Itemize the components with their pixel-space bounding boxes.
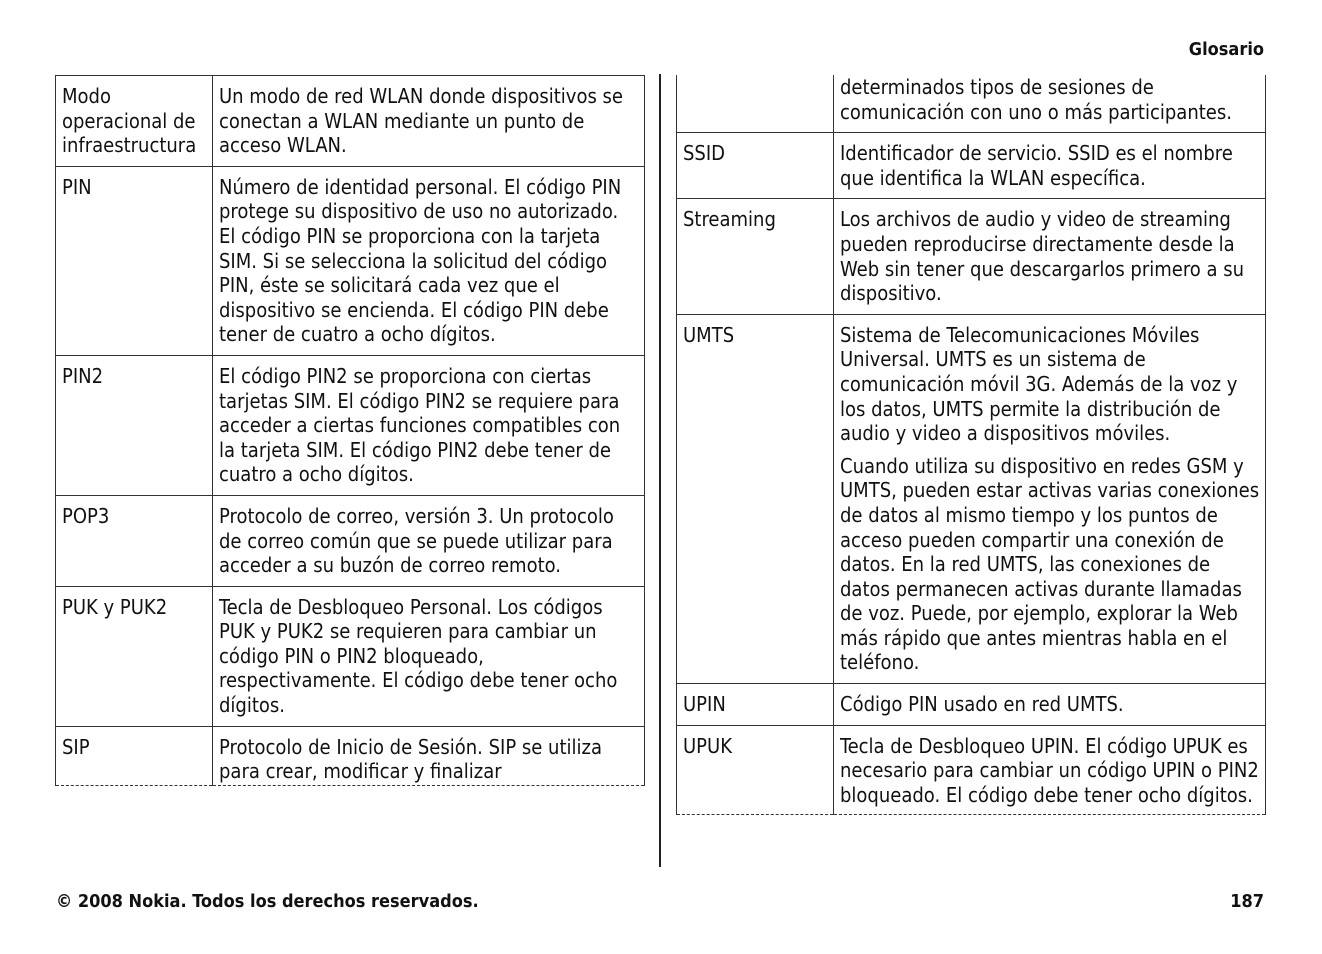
- glossary-row: [677, 314, 1266, 683]
- glossary-row: [56, 166, 645, 355]
- glossary-row: [677, 684, 1266, 726]
- glossary-row: [677, 199, 1266, 314]
- glossary-row: [56, 76, 645, 167]
- glossary-term: SSID: [677, 133, 834, 199]
- glossary-row: [677, 75, 1266, 133]
- definition-paragraph: Identificador de servicio. SSID es el nombre que identifica la WLAN específica.: [840, 141, 1233, 190]
- glossary-term: Streaming: [677, 199, 834, 314]
- glossary-definition: [213, 76, 645, 167]
- glossary-table-right: [676, 75, 1266, 815]
- definition-paragraph: El código PIN2 se proporciona con ciertas tarjetas SIM. El código PIN2 se requiere para acceder a ciertas funciones compatibles con la tarjeta SIM. El código PIN2 debe tener de cuatro a ocho dígitos.: [219, 363, 621, 487]
- section-title: Glosario: [1188, 39, 1264, 60]
- glossary-definition: [213, 726, 645, 785]
- glossary-row: [677, 133, 1266, 199]
- definition-paragraph: Número de identidad personal. El código PIN protege su dispositivo de uso no autorizado. El código PIN se proporciona con la tarjeta SIM. Si se selecciona la solicitud del código PIN, éste se solicitará cada vez que el dispositivo se encienda. El código PIN debe tener de cuatro a ocho dígitos.: [219, 174, 622, 347]
- glossary-row: [677, 725, 1266, 815]
- glossary-table-left: [55, 75, 645, 786]
- glossary-row: [56, 586, 645, 726]
- glossary-table-right-body: [677, 75, 1266, 815]
- glossary-definition: [213, 586, 645, 726]
- definition-paragraph: Protocolo de correo, versión 3. Un protocolo de correo común que se puede utilizar para acceder a su buzón de correo remoto.: [219, 503, 614, 578]
- glossary-term: [677, 75, 834, 133]
- glossary-definition: [834, 314, 1266, 683]
- glossary-row: [56, 726, 645, 785]
- glossary-definition: [213, 166, 645, 355]
- definition-paragraph: determinados tipos de sesiones de comunicación con uno o más participantes.: [840, 75, 1232, 124]
- page-number: 187: [1230, 891, 1264, 912]
- definition-paragraph: Cuando utiliza su dispositivo en redes GSM y UMTS, pueden estar activas varias conexiones de datos al mismo tiempo y los puntos de acceso pueden compartir una conexión de datos. En la red UMTS, las conexiones de datos permanecen activas durante llamadas de voz. Puede, por ejemplo, explorar la Web más rápido que antes mientras habla en el teléfono.: [840, 453, 1260, 675]
- glossary-term: Modo operacional de infraestructura: [56, 76, 213, 167]
- definition-paragraph: Sistema de Telecomunicaciones Móviles Universal. UMTS es un sistema de comunicación móvil 3G. Además de la voz y los datos, UMTS permite la distribución de audio y video a dispositivos móviles.: [840, 322, 1238, 446]
- glossary-row: [56, 495, 645, 586]
- glossary-term: UMTS: [677, 314, 834, 683]
- glossary-term: SIP: [56, 726, 213, 785]
- glossary-definition: [834, 725, 1266, 815]
- glossary-definition: [834, 75, 1266, 133]
- glossary-term: POP3: [56, 495, 213, 586]
- glossary-definition: [834, 684, 1266, 726]
- glossary-term: UPIN: [677, 684, 834, 726]
- glossary-definition: [213, 495, 645, 586]
- copyright-notice: © 2008 Nokia. Todos los derechos reservados.: [56, 891, 479, 912]
- glossary-table-left-body: [56, 76, 645, 786]
- glossary-row: [56, 355, 645, 495]
- glossary-definition: [834, 133, 1266, 199]
- column-divider: [659, 74, 661, 867]
- glossary-term: PUK y PUK2: [56, 586, 213, 726]
- definition-paragraph: Código PIN usado en red UMTS.: [840, 692, 1124, 717]
- glossary-definition: [834, 199, 1266, 314]
- definition-paragraph: Tecla de Desbloqueo Personal. Los códigos PUK y PUK2 se requieren para cambiar un código PIN o PIN2 bloqueado, respectivamente. El código debe tener ocho dígitos.: [219, 594, 618, 718]
- glossary-term: PIN: [56, 166, 213, 355]
- definition-paragraph: Un modo de red WLAN donde dispositivos se conectan a WLAN mediante un punto de acceso WLAN.: [219, 84, 623, 158]
- definition-paragraph: Los archivos de audio y video de streaming pueden reproducirse directamente desde la Web sin tener que descargarlos primero a su dispositivo.: [840, 207, 1245, 306]
- glossary-definition: [213, 355, 645, 495]
- glossary-term: UPUK: [677, 725, 834, 815]
- glossary-term: PIN2: [56, 355, 213, 495]
- definition-paragraph: Tecla de Desbloqueo UPIN. El código UPUK es necesario para cambiar un código UPIN o PIN2 bloqueado. El código debe tener ocho dígitos.: [840, 733, 1259, 807]
- definition-paragraph: Protocolo de Inicio de Sesión. SIP se utiliza para crear, modificar y finalizar: [219, 734, 602, 784]
